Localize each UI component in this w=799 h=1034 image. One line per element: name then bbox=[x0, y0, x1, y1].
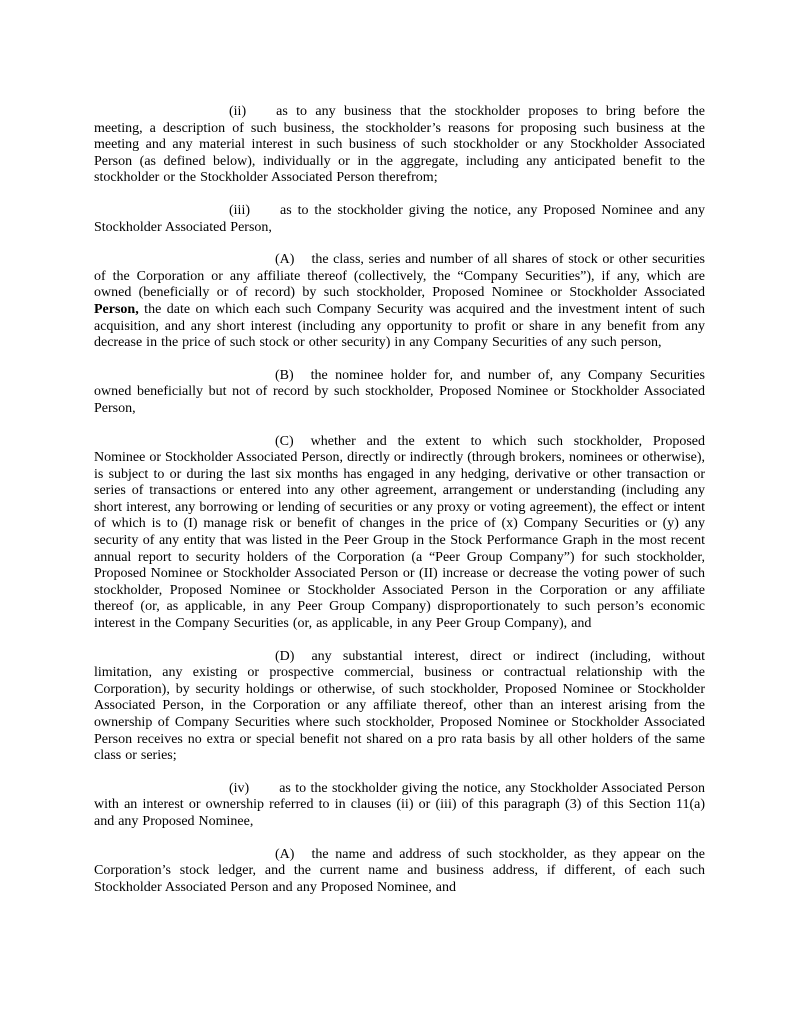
paragraph-text: as to the stockholder giving the notice, any Proposed Nominee and any Stockholder Associated Person, bbox=[94, 202, 705, 235]
paragraph-B bbox=[94, 368, 705, 418]
paragraph-text: whether and the extent to which such stockholder, Proposed Nominee or Stockholder Associated Person, directly or indirectly (through brokers, nominees or otherwise), is subject to or during the last six months has engaged in any hedging, derivative or other transaction or series of transactions or entered into any other agreement, arrangement or understanding (including any short interest, any borrowing or lending of securities or any proxy or voting agreement), the effect or intent of which is to (I) manage risk or benefit of changes in the price of (x) Company Securities or (y) any security of any entity that was listed in the Peer Group in the Stock Performance Graph in the most recent annual report to security holders of the Corporation (a “Peer Group Company”) for such stockholder, Proposed Nominee or Stockholder Associated Person or (II) increase or decrease the voting power of such stockholder, Proposed Nominee or Stockholder Associated Person in the Corporation or any affiliate thereof (or, as applicable, in any Peer Group Company) disproportionately to such person’s economic interest in the Company Securities (or, as applicable, in any Peer Group Company), and bbox=[94, 433, 705, 632]
paragraph-label: (A) bbox=[275, 252, 295, 268]
paragraph-label: (A) bbox=[275, 846, 295, 862]
paragraph-label: (C) bbox=[275, 433, 294, 449]
paragraph-text: the class, series and number of all shares of stock or other securities of the Corporation or any affiliate thereof (collectively, the “Company Securities”), if any, which are owned (beneficially or of record) by such stockholder, Proposed Nominee or Stockholder Associated bbox=[94, 252, 705, 301]
paragraph-D bbox=[94, 649, 705, 765]
paragraph-text: Person, bbox=[94, 301, 139, 317]
paragraph-C bbox=[94, 434, 705, 633]
paragraph-text: the name and address of such stockholder, as they appear on the Corporation’s stock ledger, and the current name and business address, if different, of each such Stockholder Associated Person and any Proposed Nominee, and bbox=[94, 846, 705, 895]
paragraph-A bbox=[94, 252, 705, 352]
paragraph-label: (D) bbox=[275, 648, 295, 664]
paragraph-text: as to any business that the stockholder proposes to bring before the meeting, a description of such business, the stockholder’s reasons for proposing such business at the meeting and any material interest in such business of such stockholder or any Stockholder Associated Person (as defined below), individually or in the aggregate, including any anticipated benefit to the stockholder or the Stockholder Associated Person therefrom; bbox=[94, 104, 705, 186]
paragraph-text: the date on which each such Company Security was acquired and the investment intent of such acquisition, and any short interest (including any opportunity to profit or share in any benefit from any decrease in the price of such stock or other security) in any Company Securities of any such person, bbox=[94, 301, 705, 351]
paragraph-text: the nominee holder for, and number of, any Company Securities owned beneficially but not of record by such stockholder, Proposed Nominee or Stockholder Associated Person, bbox=[94, 367, 705, 416]
paragraph-label: (iii) bbox=[229, 202, 250, 218]
document-body bbox=[94, 104, 705, 896]
paragraph-text: as to the stockholder giving the notice, any Stockholder Associated Person with an interest or ownership referred to in clauses (ii) or (iii) of this paragraph (3) of this Section 11(a) and any Proposed Nominee, bbox=[94, 780, 705, 829]
paragraph-iii bbox=[94, 203, 705, 236]
paragraph-iv bbox=[94, 781, 705, 831]
paragraph-A bbox=[94, 847, 705, 897]
paragraph-label: (B) bbox=[275, 367, 294, 383]
paragraph-ii bbox=[94, 104, 705, 187]
paragraph-text: any substantial interest, direct or indirect (including, without limitation, any existing or prospective commercial, business or contractual relationship with the Corporation), by security holdings or otherwise, of such stockholder, Proposed Nominee or Stockholder Associated Person, in the Corporation or any affiliate thereof, other than an interest arising from the ownership of Company Securities where such stockholder, Proposed Nominee or Stockholder Associated Person receives no extra or special benefit not shared on a pro rata basis by all other holders of the same class or series; bbox=[94, 648, 705, 764]
paragraph-label: (iv) bbox=[229, 780, 250, 796]
paragraph-label: (ii) bbox=[229, 104, 247, 119]
